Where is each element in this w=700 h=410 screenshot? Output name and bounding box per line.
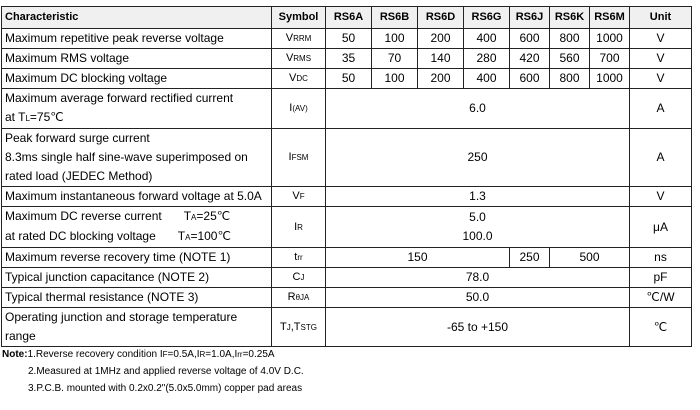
value-cell: -65 to +150: [326, 308, 630, 347]
ratings-table: [1, 6, 692, 347]
param-label: Maximum repetitive peak reverse voltage: [2, 29, 272, 49]
value-cell: 400: [464, 69, 510, 89]
value-cell: 1.3: [326, 187, 630, 207]
value-cell: 50: [326, 69, 372, 89]
note-2: 2.Measured at 1MHz and applied reverse voltage of 4.0V D.C.: [28, 366, 304, 377]
symbol-cell: VDC: [272, 69, 326, 89]
value-cell: 600: [510, 69, 550, 89]
symbol-cell: VF: [272, 187, 326, 207]
value-cell: 420: [510, 49, 550, 69]
param-label: Maximum reverse recovery time (NOTE 1): [2, 248, 272, 268]
table-row: [2, 288, 692, 308]
table-row: [2, 207, 692, 248]
note-3: 3.P.C.B. mounted with 0.2x0.2"(5.0x5.0mm) copper pad areas: [28, 383, 303, 394]
value-cell: 100: [372, 29, 418, 49]
unit-cell: ns: [630, 248, 692, 268]
value-cell: 1000: [590, 69, 630, 89]
value-cell: 600: [510, 29, 550, 49]
symbol-cell: RθJA: [272, 288, 326, 308]
unit-cell: ℃: [630, 308, 692, 347]
param-label: Maximum instantaneous forward voltage at 5.0A: [2, 187, 272, 207]
value-cell: 700: [590, 49, 630, 69]
value-cell: 800: [550, 69, 590, 89]
notes-section: [2, 346, 304, 397]
table-row: [2, 187, 692, 207]
header-part: RS6A: [326, 7, 372, 29]
table-row: [2, 29, 692, 49]
param-label: Maximum DC reverse current TA=25℃ at rated DC blocking voltage TA=100℃: [2, 207, 272, 248]
unit-cell: A: [630, 129, 692, 187]
table-row: [2, 69, 692, 89]
param-label: Maximum RMS voltage: [2, 49, 272, 69]
value-cell: 1000: [590, 29, 630, 49]
header-part: RS6K: [550, 7, 590, 29]
table-row: [2, 49, 692, 69]
header-part: RS6D: [418, 7, 464, 29]
value-cell: 50.0: [326, 288, 630, 308]
value-cell: 6.0: [326, 89, 630, 129]
value-cell: 200: [418, 69, 464, 89]
value-cell: 150: [326, 248, 510, 268]
unit-cell: V: [630, 29, 692, 49]
param-label: Maximum average forward rectified current at TL=75℃: [2, 89, 272, 129]
value-cell: 78.0: [326, 268, 630, 288]
value-cell: 70: [372, 49, 418, 69]
table-row: [2, 129, 692, 187]
symbol-cell: TJ,TSTG: [272, 308, 326, 347]
table-row: [2, 89, 692, 129]
header-characteristic: Characteristic: [2, 7, 272, 29]
value-cell: 280: [464, 49, 510, 69]
param-label: Peak forward surge current 8.3ms single half sine-wave superimposed on rated load (JEDEC Method): [2, 129, 272, 187]
symbol-cell: VRRM: [272, 29, 326, 49]
symbol-cell: IR: [272, 207, 326, 248]
value-cell: 560: [550, 49, 590, 69]
value-cell: 250: [326, 129, 630, 187]
value-cell: 500: [550, 248, 630, 268]
symbol-cell: I(AV): [272, 89, 326, 129]
symbol-cell: IFSM: [272, 129, 326, 187]
param-label: Typical junction capacitance (NOTE 2): [2, 268, 272, 288]
header-row: [2, 7, 692, 29]
value-cell: 5.0 100.0: [326, 207, 630, 248]
header-symbol: Symbol: [272, 7, 326, 29]
unit-cell: V: [630, 69, 692, 89]
param-label: Operating junction and storage temperature range: [2, 308, 272, 347]
unit-cell: μA: [630, 207, 692, 248]
unit-cell: ℃/W: [630, 288, 692, 308]
unit-cell: V: [630, 187, 692, 207]
unit-cell: pF: [630, 268, 692, 288]
header-unit: Unit: [630, 7, 692, 29]
param-label: Maximum DC blocking voltage: [2, 69, 272, 89]
value-cell: 140: [418, 49, 464, 69]
header-part: RS6M: [590, 7, 630, 29]
header-part: RS6G: [464, 7, 510, 29]
table-row: [2, 308, 692, 347]
table-row: [2, 248, 692, 268]
value-cell: 50: [326, 29, 372, 49]
table-row: [2, 268, 692, 288]
value-cell: 250: [510, 248, 550, 268]
value-cell: 35: [326, 49, 372, 69]
unit-cell: A: [630, 89, 692, 129]
header-part: RS6B: [372, 7, 418, 29]
param-label: Typical thermal resistance (NOTE 3): [2, 288, 272, 308]
header-part: RS6J: [510, 7, 550, 29]
symbol-cell: CJ: [272, 268, 326, 288]
symbol-cell: trr: [272, 248, 326, 268]
unit-cell: V: [630, 49, 692, 69]
symbol-cell: VRMS: [272, 49, 326, 69]
value-cell: 800: [550, 29, 590, 49]
value-cell: 200: [418, 29, 464, 49]
note-1: Note:1.Reverse recovery condition IF=0.5A,IR=1.0A,Irr=0.25A: [2, 349, 275, 360]
value-cell: 400: [464, 29, 510, 49]
value-cell: 100: [372, 69, 418, 89]
